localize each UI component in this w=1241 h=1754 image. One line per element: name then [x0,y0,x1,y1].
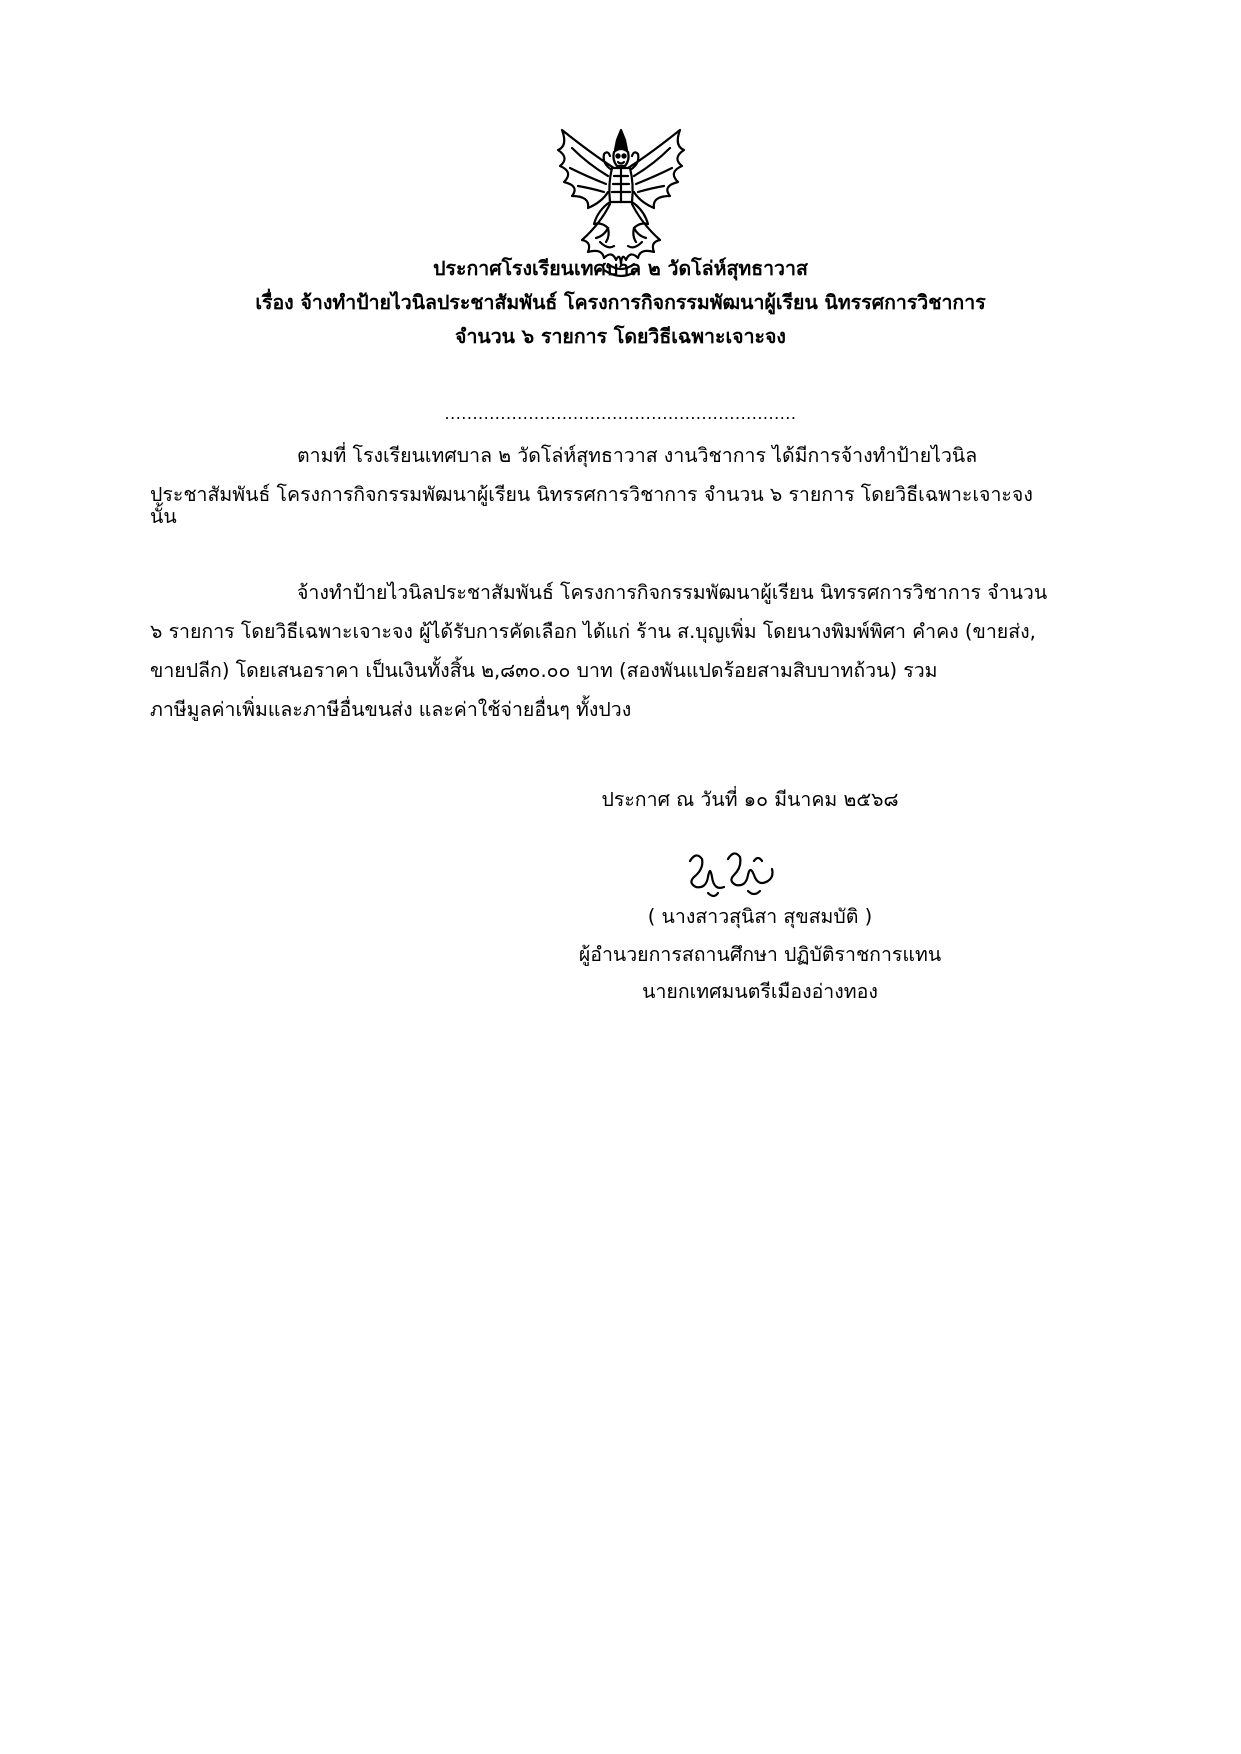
handwritten-signature-icon [678,847,798,901]
document-title: ประกาศโรงเรียนเทศบาล ๒ วัดโล่ห์สุทธาวาส [433,257,808,280]
paragraph-line: ภาษีมูลค่าเพิ่มและภาษีอื่นขนส่ง และค่าใช้จ่ายอื่นๆ ทั้งปวง [150,698,632,721]
signer-name: ( นางสาวสุนิสา สุขสมบัติ ) [647,905,873,928]
paragraph-line: ตามที่ โรงเรียนเทศบาล ๒ วัดโล่ห์สุทธาวาส งานวิชาการ ได้มีการจ้างทำป้ายไวนิล [297,444,978,467]
signer-position: ผู้อำนวยการสถานศึกษา ปฏิบัติราชการแทน [578,943,942,966]
paragraph-line: จ้างทำป้ายไวนิลประชาสัมพันธ์ โครงการกิจกรรมพัฒนาผู้เรียน นิทรรศการวิชาการ จำนวน [297,581,1048,604]
signer-authority: นายกเทศมนตรีเมืองอ่างทอง [642,980,878,1003]
paragraph-line: นั้น [150,505,177,528]
paragraph-background [150,436,1100,528]
paragraph-line: ๖ รายการ โดยวิธีเฉพาะเจาะจง ผู้ได้รับการคัดเลือก ได้แก่ ร้าน ส.บุญเพิ่ม โดยนางพิมพ์พิศา คำคง (ขายส่ง, [150,620,1036,643]
paragraph-award [150,573,1100,729]
paragraph-line: ประชาสัมพันธ์ โครงการกิจกรรมพัฒนาผู้เรียน นิทรรศการวิชาการ จำนวน ๖ รายการ โดยวิธีเฉพาะเจาะจง [150,483,1033,506]
document-subject-quantity: จำนวน ๖ รายการ โดยวิธีเฉพาะเจาะจง [455,325,786,348]
document-subject: เรื่อง จ้างทำป้ายไวนิลประชาสัมพันธ์ โครงการกิจกรรมพัฒนาผู้เรียน นิทรรศการวิชาการ [255,291,986,314]
announce-date: ประกาศ ณ วันที่ ๑๐ มีนาคม ๒๕๖๘ [601,788,899,811]
separator-dots: ............................................................... [444,404,797,423]
paragraph-line: ขายปลีก) โดยเสนอราคา เป็นเงินทั้งสิ้น ๒,๘๓๐.๐๐ บาท (สองพันแปดร้อยสามสิบบาทถ้วน) รวม [150,659,938,682]
